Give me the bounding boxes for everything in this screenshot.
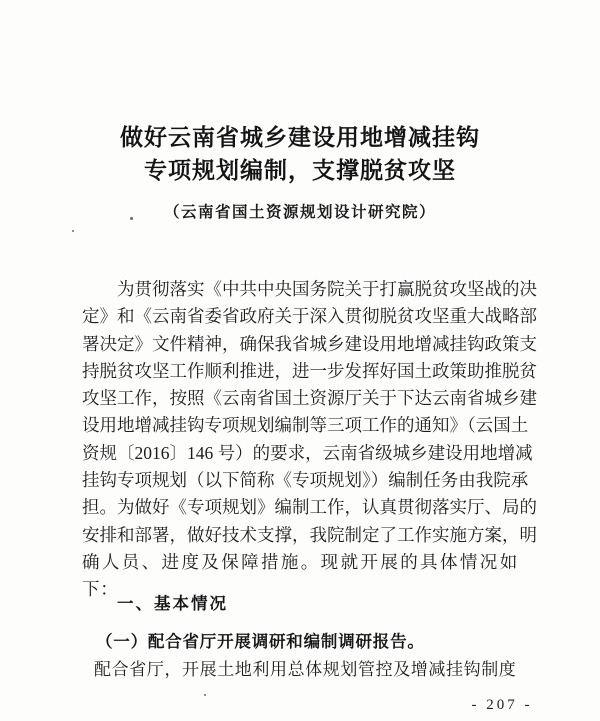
paragraph-line: 署决定》文件精神，确保我省城乡建设用地增减挂钩政策支 [82,333,537,354]
paragraph-line: 挂钩专项规划（以下简称《专项规划》）编制任务由我院承 [82,470,529,491]
paragraph-1 [82,276,537,600]
document-title-line-2: 专项规划编制，支撑脱贫攻坚 [144,158,456,183]
subsection-heading-1: （一）配合省厅开展调研和编制调研报告。 [96,632,425,651]
subsection-first-line: 配合省厅，开展土地利用总体规划管控及增减挂钩制度 [94,660,517,679]
scan-artifact [130,217,133,220]
paragraph-line: 攻坚工作，按照《云南省国土资源厅关于下达云南省城乡建 [82,388,537,409]
paragraph-line: 设用地增减挂钩专项规划编制等三项工作的通知》（云国土 [82,415,529,436]
page-number: - 207 - [471,697,533,713]
paragraph-line: 定》和《云南省委省政府关于深入贯彻脱贫攻坚重大战略部 [82,306,537,327]
section-heading-basic-situation: 一、基本情况 [117,595,228,613]
document-title-line-1: 做好云南省城乡建设用地增减挂钩 [120,125,480,150]
scan-artifact [72,230,74,232]
paragraph-line: 为贯彻落实《中共中央国务院关于打赢脱贫攻坚战的决 [117,279,537,299]
paragraph-line: 安排和部署，做好技术支撑，我院制定了工作实施方案，明 [82,524,537,545]
paragraph-line: 资规〔2016〕146 号）的要求，云南省级城乡建设用地增减 [82,442,533,463]
paragraph-line: 确人员、进度及保障措施。现就开展的具体情况如下： [82,551,518,600]
scan-artifact [204,694,206,696]
paragraph-line: 担。为做好《专项规划》编制工作，认真贯彻落实厅、局的 [82,497,537,518]
document-byline: （云南省国土资源规划设计研究院） [163,204,436,221]
paragraph-line: 持脱贫攻坚工作顺利推进，进一步发挥好国土政策助推脱贫 [82,360,537,381]
